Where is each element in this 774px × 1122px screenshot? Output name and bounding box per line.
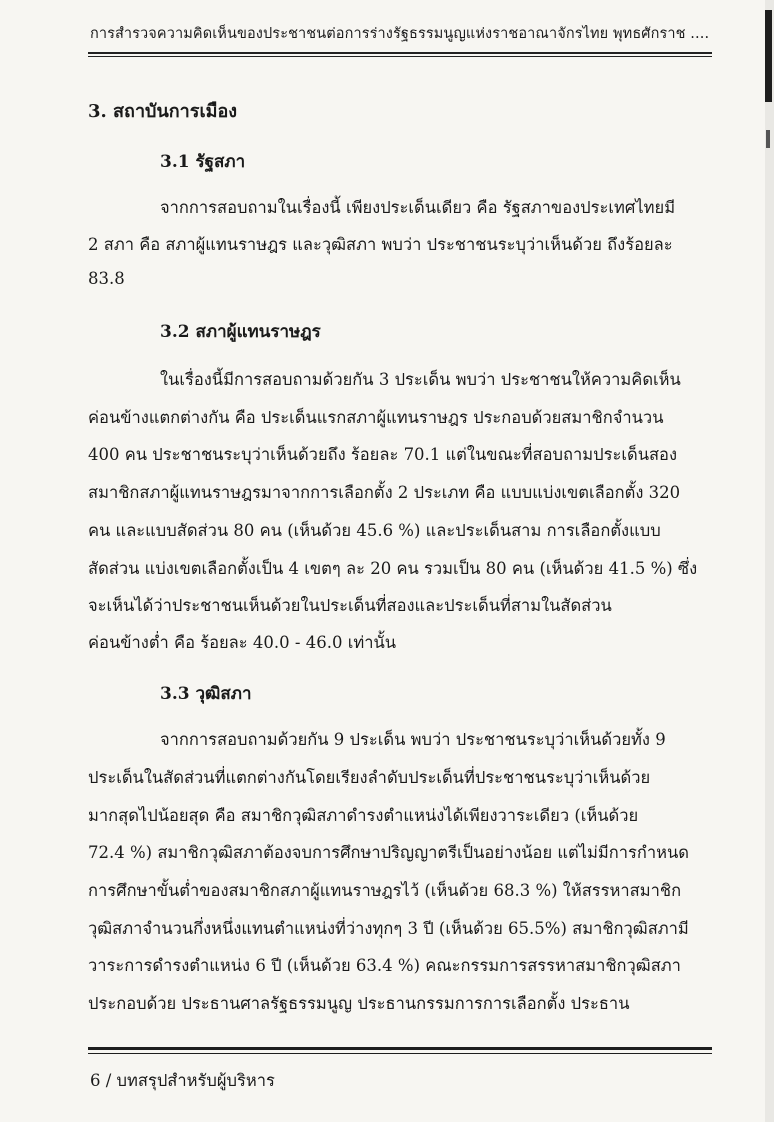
- paragraph-line: ค่อนข้างต่ำ คือ ร้อยละ 40.0 - 46.0 เท่านั้น: [88, 633, 397, 652]
- paragraph-line: ค่อนข้างแตกต่างกัน คือ ประเด็นแรกสภาผู้แทนราษฎร ประกอบด้วยสมาชิกจำนวน: [88, 408, 664, 427]
- running-header: การสำรวจความคิดเห็นของประชาชนต่อการร่างรัฐธรรมนูญแห่งราชอาณาจักรไทย พุทธศักราช ....: [90, 26, 710, 42]
- subsection-heading-3-2: 3.2 สภาผู้แทนราษฎร: [160, 322, 321, 342]
- paragraph-line: 400 คน ประชาชนระบุว่าเห็นด้วยถึง ร้อยละ 70.1 แต่ในขณะที่สอบถามประเด็นสอง: [88, 445, 678, 464]
- paragraph-line: จะเห็นได้ว่าประชาชนเห็นด้วยในประเด็นที่สองและประเด็นที่สามในสัดส่วน: [88, 596, 612, 615]
- footer-rule: [88, 1047, 712, 1050]
- section-heading: 3. สถาบันการเมือง: [88, 101, 238, 122]
- paragraph-line: วาระการดำรงตำแหน่ง 6 ปี (เห็นด้วย 63.4 %) คณะกรรมการสรรหาสมาชิกวุฒิสภา: [88, 956, 681, 975]
- page-edge-mark: [766, 130, 770, 148]
- paragraph-line: สมาชิกสภาผู้แทนราษฎรมาจากการเลือกตั้ง 2 ประเภท คือ แบบแบ่งเขตเลือกตั้ง 320: [88, 483, 681, 502]
- header-rule: [88, 52, 712, 54]
- paragraph-line: 72.4 %) สมาชิกวุฒิสภาต้องจบการศึกษาปริญญาตรีเป็นอย่างน้อย แต่ไม่มีการกำหนด: [88, 843, 690, 862]
- paragraph-line: การศึกษาขั้นต่ำของสมาชิกสภาผู้แทนราษฎรไว้ (เห็นด้วย 68.3 %) ให้สรรหาสมาชิก: [88, 881, 682, 900]
- page-edge-tab: [765, 10, 772, 102]
- running-footer: 6 / บทสรุปสำหรับผู้บริหาร: [90, 1071, 275, 1090]
- paragraph-line: 2 สภา คือ สภาผู้แทนราษฎร และวุฒิสภา พบว่า ประชาชนระบุว่าเห็นด้วย ถึงร้อยละ: [88, 235, 673, 254]
- page-edge-strip: [765, 0, 774, 1122]
- header-rule-thin: [88, 56, 712, 57]
- subsection-heading-3-1: 3.1 รัฐสภา: [160, 152, 246, 172]
- paragraph-line: มากสุดไปน้อยสุด คือ สมาชิกวุฒิสภาดำรงตำแหน่งได้เพียงวาระเดียว (เห็นด้วย: [88, 806, 639, 825]
- paragraph-line: คน และแบบสัดส่วน 80 คน (เห็นด้วย 45.6 %) และประเด็นสาม การเลือกตั้งแบบ: [88, 521, 661, 540]
- paragraph-line: จากการสอบถามในเรื่องนี้ เพียงประเด็นเดียว คือ รัฐสภาของประเทศไทยมี: [160, 198, 676, 217]
- subsection-heading-3-3: 3.3 วุฒิสภา: [160, 684, 252, 704]
- paragraph-line: ประเด็นในสัดส่วนที่แตกต่างกันโดยเรียงลำดับประเด็นที่ประชาชนระบุว่าเห็นด้วย: [88, 768, 651, 787]
- paragraph-line: ประกอบด้วย ประธานศาลรัฐธรรมนูญ ประธานกรรมการการเลือกตั้ง ประธาน: [88, 994, 630, 1013]
- footer-rule-thin: [88, 1053, 712, 1054]
- paragraph-line: วุฒิสภาจำนวนกึ่งหนึ่งแทนตำแหน่งที่ว่างทุกๆ 3 ปี (เห็นด้วย 65.5%) สมาชิกวุฒิสภามี: [88, 919, 689, 938]
- paragraph-line: ในเรื่องนี้มีการสอบถามด้วยกัน 3 ประเด็น พบว่า ประชาชนให้ความคิดเห็น: [160, 370, 681, 389]
- paragraph-line: สัดส่วน แบ่งเขตเลือกตั้งเป็น 4 เขตๆ ละ 20 คน รวมเป็น 80 คน (เห็นด้วย 41.5 %) ซึ่ง: [88, 559, 698, 578]
- paragraph-line: 83.8: [88, 269, 125, 288]
- paragraph-line: จากการสอบถามด้วยกัน 9 ประเด็น พบว่า ประชาชนระบุว่าเห็นด้วยทั้ง 9: [160, 730, 666, 749]
